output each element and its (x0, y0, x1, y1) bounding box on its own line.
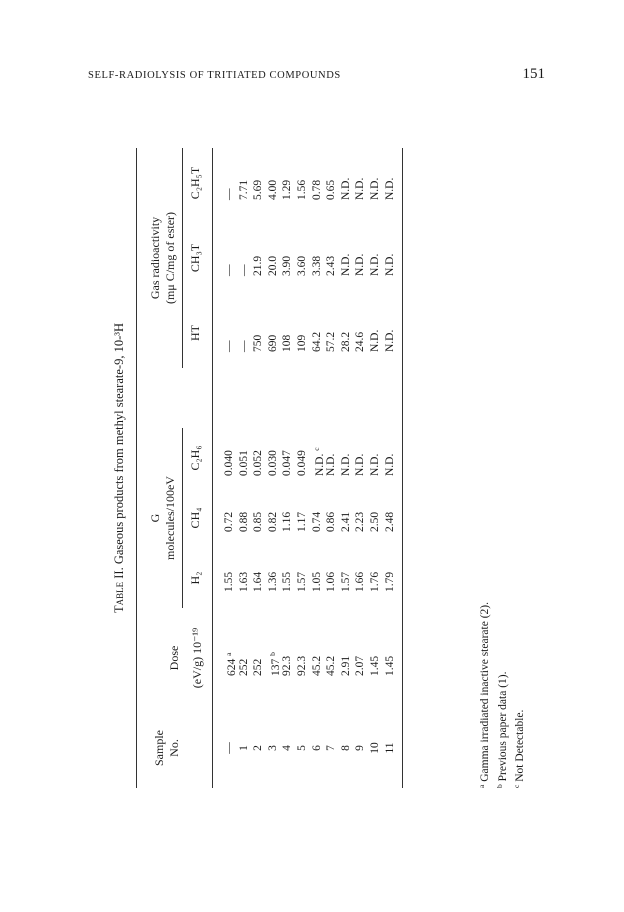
column-h2 (222, 552, 397, 592)
h2-cell: 1.66 (354, 571, 367, 592)
table-caption-text: Gaseous products from methyl stearate-9, 10-³H (112, 322, 126, 565)
ht-cell: 108 (281, 334, 294, 352)
c2h6-cell: 0.030 (266, 450, 279, 476)
c2h5t-cell: 4.00 (266, 179, 279, 200)
dose-cell: 2.07 (354, 655, 367, 676)
group-rule-g (182, 428, 183, 608)
c2h6-cell: N.D. (325, 453, 338, 476)
ch4-cell: 2.23 (354, 511, 367, 532)
ht-cell: N.D. (368, 329, 381, 352)
column-c2h6 (222, 426, 397, 476)
c2h6-cell: 0.040 (223, 450, 235, 476)
h2-cell: 1.57 (295, 571, 308, 592)
h2-cell: 1.63 (237, 571, 250, 592)
group-header-gas: Gas radioactivity (mμ C/mg of ester) (148, 211, 177, 305)
c2h5t-cell: — (223, 188, 235, 200)
ch3t-cell: 3.60 (295, 255, 308, 276)
column-sample (222, 723, 397, 773)
column-ch3t (222, 226, 397, 276)
column-ht (222, 302, 397, 352)
c2h5t-cell: N.D. (339, 177, 352, 200)
ch4-cell: 0.72 (223, 511, 235, 532)
table-block (112, 148, 542, 788)
dose-cell: 252 (252, 658, 265, 676)
group-header-g: G molecules/100eV (148, 476, 177, 560)
c2h5t-cell: N.D. (368, 177, 381, 200)
ht-cell: 109 (295, 334, 308, 352)
ht-cell: 28.2 (339, 331, 352, 352)
h2-cell: 1.76 (368, 571, 381, 592)
sample-cell: 5 (295, 745, 308, 751)
sample-cell: 1 (237, 745, 250, 751)
c2h6-cell: 0.049 (295, 450, 308, 476)
col-header-ch4: CH₄ (188, 507, 202, 529)
footnote: $^b$ Previous paper data (1). (494, 671, 509, 788)
ch4-cell: 0.74 (310, 511, 323, 532)
c2h5t-cell: 0.78 (310, 179, 323, 200)
h2-cell: 1.64 (252, 571, 265, 592)
ch4-cell: 1.16 (281, 511, 294, 532)
h2-cell: 1.06 (325, 571, 338, 592)
ch3t-cell: 3.90 (281, 255, 294, 276)
col-header-c2h6: C₂H₆ (188, 445, 202, 471)
c2h5t-cell: N.D. (383, 177, 396, 200)
c2h6-cell: 0.052 (252, 450, 265, 476)
col-header-h2: H₂ (188, 571, 202, 585)
bottom-rule (402, 148, 403, 788)
c2h6-cell: 0.051 (237, 450, 250, 476)
ch3t-cell: N.D. (354, 253, 367, 276)
c2h5t-cell: N.D. (354, 177, 367, 200)
table-caption (112, 148, 127, 788)
dose-cell: 252 (237, 658, 250, 676)
col-header-ch3t: CH₃T (188, 243, 202, 273)
dose-cell: 45.2 (310, 655, 323, 676)
ch4-cell: 2.48 (383, 511, 396, 532)
c2h6-cell: N.D. $^c$ (311, 447, 326, 476)
running-head: SELF-RADIOLYSIS OF TRITIATED COMPOUNDS (88, 70, 341, 81)
ch3t-cell: — (237, 264, 250, 276)
ch3t-cell: 2.43 (325, 255, 338, 276)
c2h6-cell: N.D. (383, 453, 396, 476)
col-header-c2h5t: C₂H₅T (188, 166, 202, 200)
sample-cell: 4 (281, 745, 294, 751)
sample-cell: 7 (325, 745, 338, 751)
dose-cell: 1.45 (383, 655, 396, 676)
ht-cell: N.D. (383, 329, 396, 352)
sample-cell: 10 (368, 742, 381, 754)
dose-cell: 45.2 (325, 655, 338, 676)
footnote: $^c$ Not Detectable. (512, 709, 526, 788)
ch3t-cell: N.D. (383, 253, 396, 276)
dose-cell: 137 $^b$ (267, 652, 282, 676)
dose-cell: 1.45 (368, 655, 381, 676)
top-rule (136, 148, 137, 788)
h2-cell: 1.05 (310, 571, 323, 592)
dose-cell: 2.91 (339, 655, 352, 676)
c2h6-cell: N.D. (339, 453, 352, 476)
sample-cell: — (223, 742, 235, 754)
c2h5t-cell: 0.65 (325, 179, 338, 200)
sample-cell: 11 (383, 742, 396, 754)
ch4-cell: 2.41 (339, 511, 352, 532)
ch3t-cell: N.D. (339, 253, 352, 276)
col-header-sample: Sample No. (152, 730, 181, 766)
c2h5t-cell: 1.56 (295, 179, 308, 200)
footnote-mark: a (224, 652, 233, 656)
column-dose (222, 616, 397, 676)
ch4-cell: 1.17 (295, 511, 308, 532)
ht-cell: 750 (252, 334, 265, 352)
ch3t-cell: 21.9 (252, 255, 265, 276)
c2h6-cell: N.D. (354, 453, 367, 476)
ht-cell: 24.6 (354, 331, 367, 352)
sample-cell: 9 (354, 745, 367, 751)
sample-cell: 3 (266, 745, 279, 751)
table-footnotes (475, 148, 528, 788)
footnote: $^a$ Gamma irradiated inactive stearate (2). (477, 602, 491, 788)
ht-cell: — (223, 340, 235, 352)
table-caption-label: Table II. (112, 567, 126, 614)
ht-cell: 690 (266, 334, 279, 352)
c2h5t-cell: 1.29 (281, 179, 294, 200)
sample-cell: 8 (339, 745, 352, 751)
ht-cell: — (237, 340, 250, 352)
footnote-mark: c (311, 447, 321, 451)
ch3t-cell: 3.38 (310, 255, 323, 276)
header-rule (212, 148, 213, 788)
c2h5t-cell: 5.69 (252, 179, 265, 200)
footnote-mark: b (267, 652, 277, 656)
h2-cell: 1.55 (281, 571, 294, 592)
h2-cell: 1.57 (339, 571, 352, 592)
ch4-cell: 0.86 (325, 511, 338, 532)
ch4-cell: 0.88 (237, 511, 250, 532)
column-ch4 (222, 492, 397, 532)
ch4-cell: 0.82 (266, 511, 279, 532)
col-header-ht: HT (188, 325, 202, 341)
dose-cell: 624 $^a$ (224, 652, 238, 676)
h2-cell: 1.36 (266, 571, 279, 592)
h2-cell: 1.79 (383, 571, 396, 592)
ch3t-cell: — (223, 264, 235, 276)
column-c2h5t (222, 150, 397, 200)
ch4-cell: 2.50 (368, 511, 381, 532)
page-number: 151 (522, 66, 545, 82)
dose-cell: 92.3 (281, 655, 294, 676)
c2h6-cell: 0.047 (281, 450, 294, 476)
col-header-dose: Dose (eV/g) 10⁻¹⁹ (167, 627, 204, 689)
ht-cell: 64.2 (310, 331, 323, 352)
ch4-cell: 0.85 (252, 511, 265, 532)
h2-cell: 1.55 (223, 571, 235, 592)
sample-cell: 6 (310, 745, 323, 751)
sample-cell: 2 (252, 745, 265, 751)
group-rule-gas (182, 148, 183, 368)
c2h5t-cell: 7.71 (237, 179, 250, 200)
dose-cell: 92.3 (295, 655, 308, 676)
ch3t-cell: N.D. (368, 253, 381, 276)
ch3t-cell: 20.0 (266, 255, 279, 276)
c2h6-cell: N.D. (368, 453, 381, 476)
ht-cell: 57.2 (325, 331, 338, 352)
